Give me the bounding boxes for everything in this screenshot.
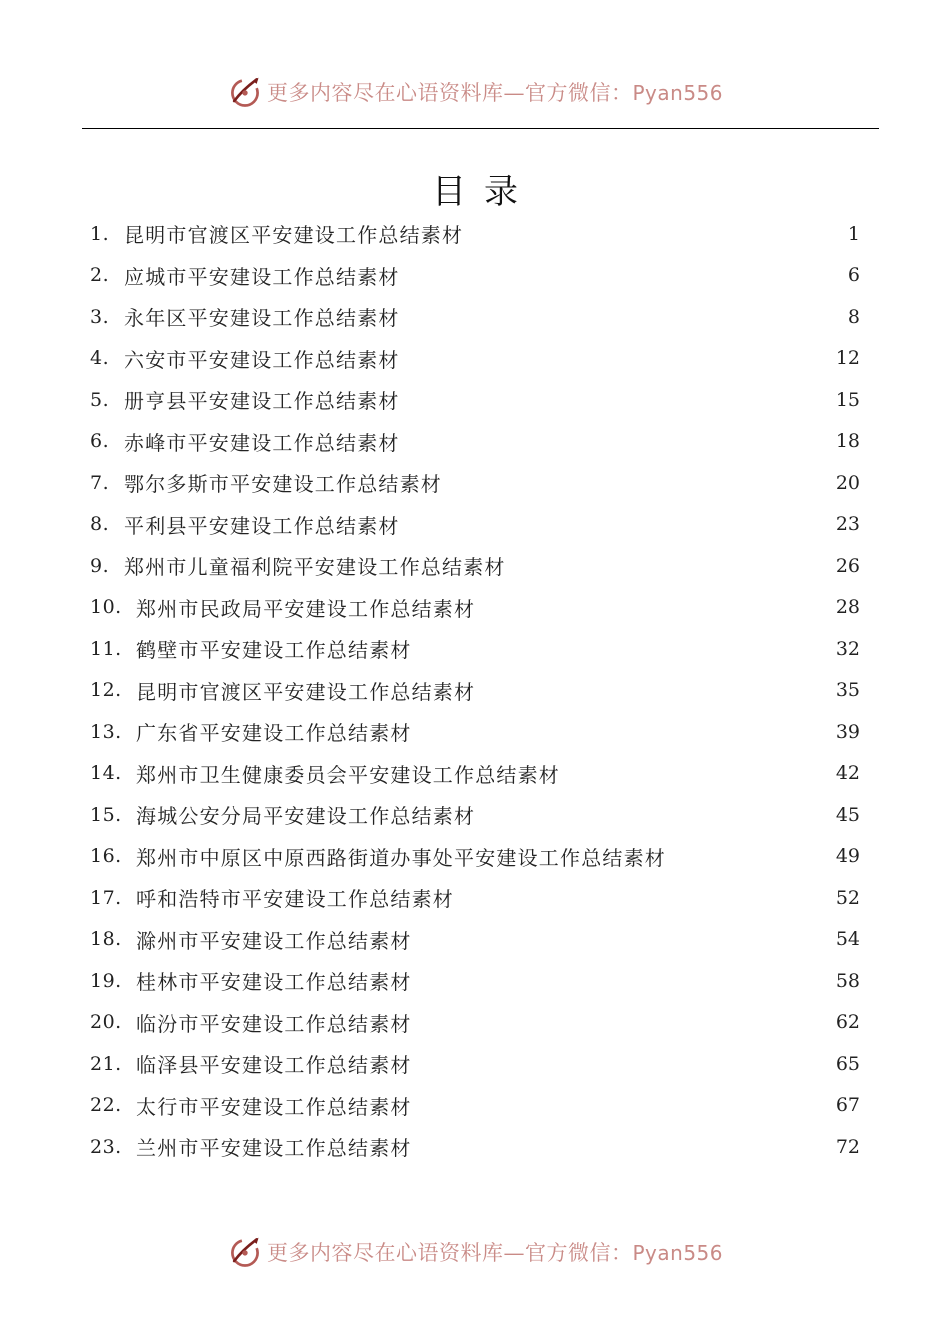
- toc-entry[interactable]: [90, 338, 860, 380]
- footer-banner: [0, 1230, 950, 1274]
- toc-entry-page-number: 12: [835, 347, 860, 370]
- toc-entry-page-number: 18: [835, 430, 860, 453]
- toc-entry-number: 6.: [90, 430, 110, 453]
- toc-entry[interactable]: [90, 1002, 860, 1044]
- toc-entry-page-number: 6: [847, 264, 860, 287]
- toc-entry-title: 应城市平安建设工作总结素材: [124, 264, 400, 289]
- toc-entry-title: 呼和浩特市平安建设工作总结素材: [136, 887, 454, 912]
- toc-entry-number: 9.: [90, 554, 110, 577]
- toc-entry-page-number: 65: [835, 1052, 860, 1075]
- toc-entry-title: 昆明市官渡区平安建设工作总结素材: [124, 223, 464, 248]
- toc-entry[interactable]: [90, 670, 860, 712]
- toc-entry-number: 1.: [90, 222, 110, 245]
- toc-entry-number: 11.: [90, 637, 122, 660]
- toc-entry-title: 六安市平安建设工作总结素材: [124, 347, 400, 372]
- footer-banner-text: 更多内容尽在心语资料库—官方微信：Pyan556: [266, 1241, 723, 1265]
- header-banner: [0, 70, 950, 114]
- toc-entry-title: 滁州市平安建设工作总结素材: [136, 928, 412, 953]
- header-divider: [82, 128, 879, 129]
- toc-entry-title: 鹤壁市平安建设工作总结素材: [136, 638, 412, 663]
- pen-swirl-logo-icon: [227, 1234, 263, 1270]
- toc-entry[interactable]: [90, 919, 860, 961]
- toc-entry-title: 太行市平安建设工作总结素材: [136, 1094, 412, 1119]
- wechat-id: Pyan556: [632, 81, 723, 105]
- toc-entry-page-number: 72: [835, 1135, 860, 1158]
- toc-entry-title: 鄂尔多斯市平安建设工作总结素材: [124, 472, 442, 497]
- toc-entry-title: 郑州市中原区中原西路街道办事处平安建设工作总结素材: [136, 845, 666, 870]
- toc-entry-title: 海城公安分局平安建设工作总结素材: [136, 804, 476, 829]
- toc-entry-page-number: 67: [835, 1094, 860, 1117]
- pen-swirl-logo-icon: [227, 74, 263, 110]
- toc-entry-number: 3.: [90, 305, 110, 328]
- toc-entry[interactable]: [90, 1126, 860, 1168]
- toc-entry-number: 17.: [90, 886, 122, 909]
- toc-entry-page-number: 23: [835, 513, 860, 536]
- toc-entry-page-number: 52: [835, 886, 860, 909]
- toc-entry-title: 兰州市平安建设工作总结素材: [136, 1136, 412, 1161]
- toc-entry[interactable]: [90, 462, 860, 504]
- toc-entry-page-number: 54: [835, 928, 860, 951]
- toc-entry[interactable]: [90, 379, 860, 421]
- toc-entry-number: 8.: [90, 513, 110, 536]
- toc-entry-number: 21.: [90, 1052, 122, 1075]
- toc-entry-page-number: 58: [835, 969, 860, 992]
- toc-entry-page-number: 35: [835, 679, 860, 702]
- toc-entry[interactable]: [90, 877, 860, 919]
- toc-entry[interactable]: [90, 753, 860, 795]
- toc-entry-number: 22.: [90, 1094, 122, 1117]
- toc-entry-number: 16.: [90, 845, 122, 868]
- toc-entry[interactable]: [90, 504, 860, 546]
- toc-entry-page-number: 26: [835, 554, 860, 577]
- toc-entry-title: 昆明市官渡区平安建设工作总结素材: [136, 679, 476, 704]
- toc-entry-page-number: 15: [835, 388, 860, 411]
- toc-entry[interactable]: [90, 1043, 860, 1085]
- toc-entry-title: 临汾市平安建设工作总结素材: [136, 1011, 412, 1036]
- toc-entry[interactable]: [90, 255, 860, 297]
- toc-entry-number: 2.: [90, 264, 110, 287]
- toc-entry[interactable]: [90, 1085, 860, 1127]
- wechat-id: Pyan556: [632, 1241, 723, 1265]
- toc-entry[interactable]: [90, 628, 860, 670]
- toc-entry[interactable]: [90, 213, 860, 255]
- toc-entry-page-number: 8: [847, 305, 860, 328]
- toc-entry-page-number: 62: [835, 1011, 860, 1034]
- toc-entry-title: 永年区平安建设工作总结素材: [124, 306, 400, 331]
- toc-entry-title: 桂林市平安建设工作总结素材: [136, 970, 412, 995]
- toc-entry-page-number: 32: [835, 637, 860, 660]
- toc-entry[interactable]: [90, 421, 860, 463]
- toc-entry-number: 15.: [90, 803, 122, 826]
- toc-entry-page-number: 45: [835, 803, 860, 826]
- toc-entry-page-number: 42: [835, 762, 860, 785]
- toc-entry-number: 20.: [90, 1011, 122, 1034]
- toc-entry[interactable]: [90, 960, 860, 1002]
- toc-entry-title: 赤峰市平安建设工作总结素材: [124, 430, 400, 455]
- toc-entry-page-number: 1: [847, 222, 860, 245]
- toc-entry-page-number: 49: [835, 845, 860, 868]
- toc-entry-number: 18.: [90, 928, 122, 951]
- toc-entry-number: 13.: [90, 720, 122, 743]
- toc-entry-number: 4.: [90, 347, 110, 370]
- header-banner-text: 更多内容尽在心语资料库—官方微信：Pyan556: [266, 81, 723, 105]
- toc-entry-number: 23.: [90, 1135, 122, 1158]
- toc-entry-number: 7.: [90, 471, 110, 494]
- toc-entry-page-number: 28: [835, 596, 860, 619]
- page-title: 目录: [432, 172, 536, 212]
- toc-entry-number: 19.: [90, 969, 122, 992]
- toc-entry-page-number: 20: [835, 471, 860, 494]
- toc-entry-title: 郑州市儿童福利院平安建设工作总结素材: [124, 555, 506, 580]
- toc-entry[interactable]: [90, 836, 860, 878]
- table-of-contents: [90, 213, 860, 1168]
- toc-entry[interactable]: [90, 794, 860, 836]
- toc-entry[interactable]: [90, 711, 860, 753]
- toc-entry-title: 临泽县平安建设工作总结素材: [136, 1053, 412, 1078]
- toc-entry[interactable]: [90, 296, 860, 338]
- toc-entry-title: 册亨县平安建设工作总结素材: [124, 389, 400, 414]
- toc-entry-number: 10.: [90, 596, 122, 619]
- toc-entry-title: 郑州市民政局平安建设工作总结素材: [136, 596, 476, 621]
- toc-entry-page-number: 39: [835, 720, 860, 743]
- toc-entry-number: 5.: [90, 388, 110, 411]
- toc-entry[interactable]: [90, 545, 860, 587]
- toc-entry-title: 平利县平安建设工作总结素材: [124, 513, 400, 538]
- toc-entry-number: 12.: [90, 679, 122, 702]
- toc-entry-title: 郑州市卫生健康委员会平安建设工作总结素材: [136, 762, 560, 787]
- toc-entry-title: 广东省平安建设工作总结素材: [136, 721, 412, 746]
- toc-entry-number: 14.: [90, 762, 122, 785]
- toc-entry[interactable]: [90, 587, 860, 629]
